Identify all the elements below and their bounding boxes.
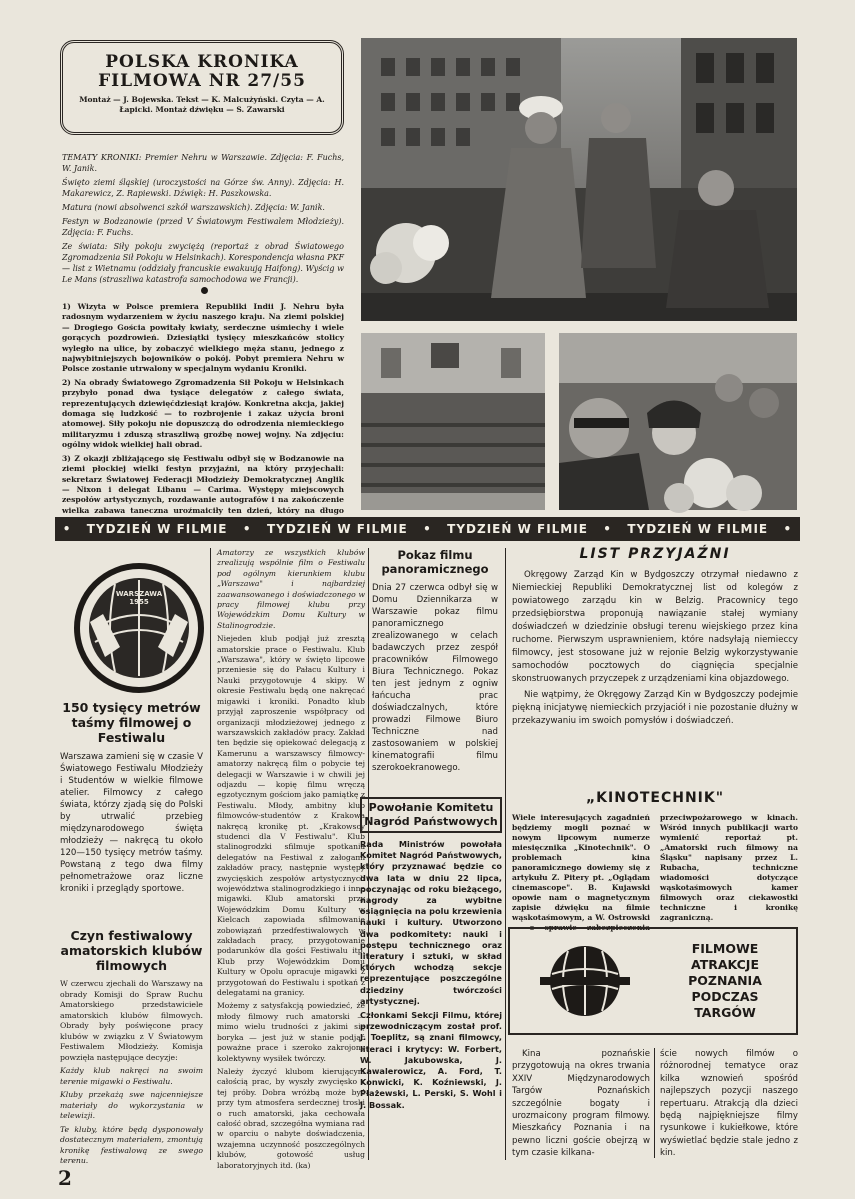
column-rule-3 — [505, 548, 506, 1160]
wizyta-p1: 1) Wizyta w Polsce premiera Republiki Indii J. Nehru była radosnym wydarzeniem w życiu naszego kraju. Na ziemi polskiej — Drogiego Gościa powitały kwiaty, serdeczne uśmiechy i wiele gorących pozdrowień. Dziesiątki tysięcy mieszkańców stolicy wyległo na ulice, by zobaczyć wielkiego męża stanu, jednego z najwybitniejszych bojowników o pokój. Pobyt premiera Nehru w Polsce zostanie utrwalony w specjalnym wydaniu Kroniki. — [62, 302, 344, 374]
article-pokaz-filmu — [372, 548, 498, 786]
amatorzy-p3: Możemy z satysfakcją powiedzieć, że młody filmowy ruch amatorski — mimo wielu trudności z jakimi się boryka — jest już w stanie podjąć poważne prace i szeroko zakrojony kolektywny wysiłek twórczy. — [217, 1001, 365, 1063]
targi-box — [508, 927, 798, 1035]
powolanie-heading: Powołanie Komitetu Nagród Państwowych — [360, 797, 502, 833]
article-150-tysiecy — [60, 700, 203, 925]
photo-bodzanow-festyn — [559, 333, 797, 510]
list-p1: Okręgowy Zarząd Kin w Bydgoszczy otrzymał niedawno z Niemieckiej Republiki Demokratycznej list od kolegów z powiatowego zarządu kin w Belzig. Pracownicy tego przedsiębiorstwa proponują nawiązanie stałej wymiany doświadczeń w dziedzinie obsługi terenu wiejskiego przez kina ruchome. Pierwszym usprawnieniem, które nadsyłają niemieccy filmowcy, jest stosowane już w rejonie Belzig wykorzystywanie samochodów pocztowych do ciągnięcia specjalnie skonstruowanych przyczepek z urządzeniami kina objazdowego. — [512, 570, 798, 684]
kinotechnik-body: Wiele interesujących zagadnień będziemy mogli poznać w nowym lipcowym numerze miesięcznika „Kinotechnik". O problemach kina panoramicznego dowiemy się z artykułu Z. Pitery pt. „Oglądam cinemascope". B. Kujawski opowie nam o magnetycznym zapisie dźwięku na filmie wąskotaśmowym, a W. Ostrowski — o sprawie zabezpieczenia przeciwpożarowego w kinach. Wśród innych publikacji warto wymienić reportaż pt. „Amatorski ruch filmowy na Śląsku" napisany przez L. Rubacha, techniczne wiadomości dotyczące wąskotaśmowych kamer filmowych oraz ciekawostki techniczne i kronikę zagraniczną. — [512, 813, 798, 932]
targi-line2: ATRAKCJE — [690, 957, 760, 972]
powolanie-body1: Rada Ministrów powołała Komitet Nagród Państwowych, który przyznawać będzie co dwa lata w dniu 22 lipca, poczynając od roku bieżącego, nagrody za wybitne osiągnięcia na polu krzewienia nauki i kultury. Utworzono dwa podkomitety: nauki i postępu technicznego oraz literatury i sztuki, w skład których wchodzą sekcje reprezentujące poszczególne dziedziny twórczości artystycznej. — [360, 839, 502, 1006]
targi-col1: Kina poznańskie przygotowują na okres trwania XXIV Międzynarodowych Targów Poznańskich szczególnie bogaty i urozmaicony program filmowy. Mieszkańcy Poznania i na pewno liczni goście obejrzą w tym czasie kilkana- — [512, 1049, 650, 1159]
photo-festyn-illustration — [559, 333, 797, 510]
kronika-title-line2: FILMOWA NR 27/55 — [98, 71, 306, 91]
festival-globe-icon — [65, 562, 213, 692]
column-rule-4 — [654, 1048, 655, 1158]
wizyta-p3: 3) Z okazji zbliżającego się Festiwalu odbył się w Bodzanowie na ziemi płockiej wielki festyn przyjaźni, na który przyjechali: sekretarz Światowej Federacji Młodzieży Demokratycznej Anglik — Nixon i delegat Libanu — Carima. Występy miejscowych zespołów artystycznych, rozdawanie autografów i na zakończenie wielka zabawa taneczna uroźmaiciły ten dzień, który na długo — [62, 453, 344, 515]
festival-logo — [65, 562, 213, 692]
kronika-header-box — [60, 40, 344, 135]
photo-helsinki-hall — [361, 333, 545, 510]
article-amatorzy — [217, 548, 365, 1170]
band-label-1: TYDZIEŃ W FILMIE — [86, 522, 228, 536]
band-label-3: TYDZIEŃ W FILMIE — [447, 522, 588, 536]
targi-col2: ście nowych filmów o różnorodnej tematyce oraz kilka wznowień spośród najlepszych pozycji naszego repertuaru. Atrakcją dla dzieci będą najpiękniejsze filmy rysunkowe i kukiełkowe, które wyświetlać będzie stale jedno z kin. — [660, 1049, 798, 1159]
page-number: 2 — [58, 1166, 72, 1190]
amatorzy-p2: Niejeden klub podjął już zresztą amatorskie prace o Festiwalu. Klub „Warszawa", który w święto lipcowe przeniesie się do Pałacu Kultury i Nauki przygotowuje 4 skipy. W okresie Festiwalu będą one nakręcać migawki i kroniki. Ponadto klub przyjął zaproszenie współpracy od organizacji młodzieżowej jednego z warszawskich zakładów pracy. Zakład ten będzie się opiekować delegacją z Kamerunu a warszawscy filmowcy-amatorzy nakręcą film o pobycie tej delegacji w Warszawie i w chwili jej odjazdu — kopię filmu wręczą egzotycznym gościom jako pamiątkę z Festiwalu. Młody, ambitny klub filmowców-studentów z Krakowa nakręcą kronikę pt. „Krakowscy studenci dla V Festiwalu". Klub stalinogrodzki sfilmuje spotkania delegatów na Festiwal z załogami zakładów pracy, następnie występy zwycięskich zespołów artystycznych województwa stalinogrodzkiego i inne migawki. Klub amatorski przy Wojewódzkim Domu Kultury w Kielcach zapowiada sfilmowanie zobowiązań przedfestiwalowych w zakładach pracy, przygotowanie podarunków dla gości Festiwalu itp. Klub przy Wojewódzkim Domu Kultury w Opolu opracuje migawki z przygotowań do Festiwalu i spotkań z delegatami na granicy. — [217, 634, 365, 998]
powolanie-body2: Członkami Sekcji Filmu, której przewodniczącym został prof. J. Toeplitz, są znani filmowcy, literaci i krytycy: W. Forbert, W. Jakubowska, J. Kawalerowicz, A. Ford, T. Konwicki, K. Koźniewski, J. Płażewski, L. Perski, S. Wohl i J. Bossak. — [360, 1010, 502, 1110]
column-rule-1 — [210, 548, 211, 1160]
tematy-p4: Festyn w Bodzanowie (przed V Światowym Festiwalem Młodzieży). Zdjęcia: F. Fuchs. — [62, 217, 344, 237]
photo-nehru-warsaw — [361, 38, 797, 321]
article-kinotechnik — [512, 790, 798, 932]
article-czyn-festiwalowy — [60, 928, 203, 1163]
targi-heading — [660, 941, 790, 1021]
list-heading: LIST PRZYJAŹNI — [579, 546, 731, 562]
czyn-body1: W czerwcu zjechali do Warszawy na obrady Komisji do Spraw Ruchu Amatorskiego przedstawiciele amatorskich klubów filmowych. Obrady były poświęcone pracy klubów w związku z V Światowym Festiwalem Młodzieży. Komisja powzięła następujące decyzje: — [60, 979, 203, 1062]
targi-line4: PODCZAS — [691, 989, 759, 1004]
targi-line5: TARGÓW — [694, 1005, 756, 1020]
targi-body-col2 — [660, 1048, 798, 1160]
czyn-body2: Każdy klub nakręci na swoim terenie migawki o Festiwalu. — [60, 1066, 203, 1086]
targi-line1: FILMOWE — [691, 941, 759, 956]
kronika-paragraphs — [62, 302, 344, 515]
kronika-title-line1: POLSKA KRONIKA — [105, 52, 299, 72]
pokaz-body: Dnia 27 czerwca odbył się w Domu Dziennikarza w Warszawie pokaz filmu panoramicznego zrealizowanego w celach badawczych przez zespół pracowników Filmowego Biura Technicznego. Pokaz ten jest jednym z ogniw łańcucha prac doświadczalnych, które prowadzi Filmowe Biuro Techniczne nad zastosowaniem w polskiej kinematografii filmu szerokoekranowego. — [372, 583, 498, 773]
tysiecy-body: Warszawa zamieni się w czasie V Światowego Festiwalu Młodzieży i Studentów w wielkie filmowe atelier. Filmowcy z całego świata, którzy zjadą się do Polski by utrwalić przebieg międzynarodowego święta młodzieży — nakręcą tu około 120—150 tysięcy metrów taśmy. Powstaną z tego dwa filmy pełnometrażowe oraz liczne kroniki i przeglądy sportowe. — [60, 752, 203, 894]
amatorzy-p1: Amatorzy ze wszystkich klubów zrealizują wspólnie film o Festiwalu pod ogólnym kierunkiem klubu „Warszawa" i najbardziej zaawansowanego i doświadczonego w pracy filmowej klubu przy Wojewódzkim Domu Kultury w Stalinogrodzie. — [217, 548, 365, 630]
tysiecy-heading: 150 tysięcy metrów taśmy filmowej o Festiwalu — [62, 700, 201, 745]
tematy-kroniki — [62, 152, 344, 284]
wizyta-p2: 2) Na obrady Światowego Zgromadzenia Sił Pokoju w Helsinkach przybyło ponad dwa tysiące delegatów z całego świata, reprezentujących dziewięćdziesiąt krajów. Konkretna akcja, jakiej domaga się ludzkość — to rozbrojenie i zakaz użycia broni atomowej. Siły pokoju nie dopuszczą do odrodzenia niemieckiego militaryzmu i zduszą straszliwą groźbę nowej wojny. Na zdjęciu: ogólny widok wielkiej hali obrad. — [62, 377, 344, 450]
photo-nehru-illustration — [361, 38, 797, 321]
kronika-credits: Montaż — J. Bojewska. Tekst — K. Malcużyński. Czyta — A. Łapicki. Montaż dźwięku — S. Zawarski — [79, 95, 325, 114]
band-label-4: TYDZIEŃ W FILMIE — [627, 522, 769, 536]
tematy-p3: Matura (nowi absolwenci szkół warszawskich). Zdjęcia: W. Janik. — [62, 203, 325, 212]
amatorzy-p4: Należy życzyć klubom kierującym całością prac, by wyszły zwycięsko z tej próby. Dobra wróżbą może być przy tym atmosfera serdecznej troski o ruch amatorski, jaka cechowała całość obrad, szczegółna wymiana rad w oparciu o nabyte doświadczenia, wzajemna uczynność poszczególnych klubów, gotowość usług laboratoryjnych itd. (ka) — [217, 1066, 365, 1170]
list-p2: Nie wątpimy, że Okręgowy Zarząd Kin w Bydgoszczy podejmie piękną inicjatywę niemieckich przyjaciół i nie pozostanie dłużny w przekazywaniu im swoich pomysłów i doświadczeń. — [512, 690, 798, 726]
tematy-p2: Święto ziemi śląskiej (uroczystości na Górze św. Anny). Zdjęcia: H. Makarewicz, Z. Rapiewski. Dźwięk: H. Paszkowska. — [62, 178, 344, 198]
czyn-heading: Czyn festiwalowy amatorskich klubów filmowych — [60, 928, 203, 973]
tydzien-w-filmie-band: • TYDZIEŃ W FILMIE • TYDZIEŃ W FILMIE • TYDZIEŃ W FILMIE • TYDZIEŃ W FILMIE • — [55, 517, 800, 541]
targi-globe-icon — [540, 939, 630, 1024]
targi-body-col1 — [512, 1048, 650, 1160]
pokaz-heading: Pokaz filmu panoramicznego — [381, 548, 489, 576]
czyn-body4: Te kluby, które będą dysponowały dostatecznym materiałem, zmontują kronikę festiwalową ze swego terenu. — [60, 1124, 203, 1165]
tematy-p1: TEMATY KRONIKI: Premier Nehru w Warszawie. Zdjęcia: F. Fuchs, W. Janik. — [62, 153, 344, 173]
targi-line3: POZNANIA — [688, 973, 762, 988]
article-list-przyjazni — [512, 546, 798, 776]
kinotechnik-heading: „KINOTECHNIK" — [585, 790, 725, 806]
article-powolanie — [360, 797, 502, 1160]
tematy-p5: Ze świata: Siły pokoju zwyciężą (reportaż z obrad Światowego Zgromadzenia Sił Pokoju w Helsinkach). Korespondencja własna PKF — list z Wietnamu (oddziały francuskie ewakuują Haifong). Wyścig w Le Mans (straszliwa katastrofa samochodowa we Francji). — [62, 242, 344, 284]
photo-hall-illustration — [361, 333, 545, 510]
czyn-body3: Kluby przekażą swe najcenniejsze materiały do wykorzystania w telewizji. — [60, 1090, 203, 1120]
band-label-2: TYDZIEŃ W FILMIE — [266, 522, 408, 536]
separator-bullet — [201, 287, 208, 294]
festival-logo-text: WARSZAWA 1955 — [115, 590, 163, 606]
